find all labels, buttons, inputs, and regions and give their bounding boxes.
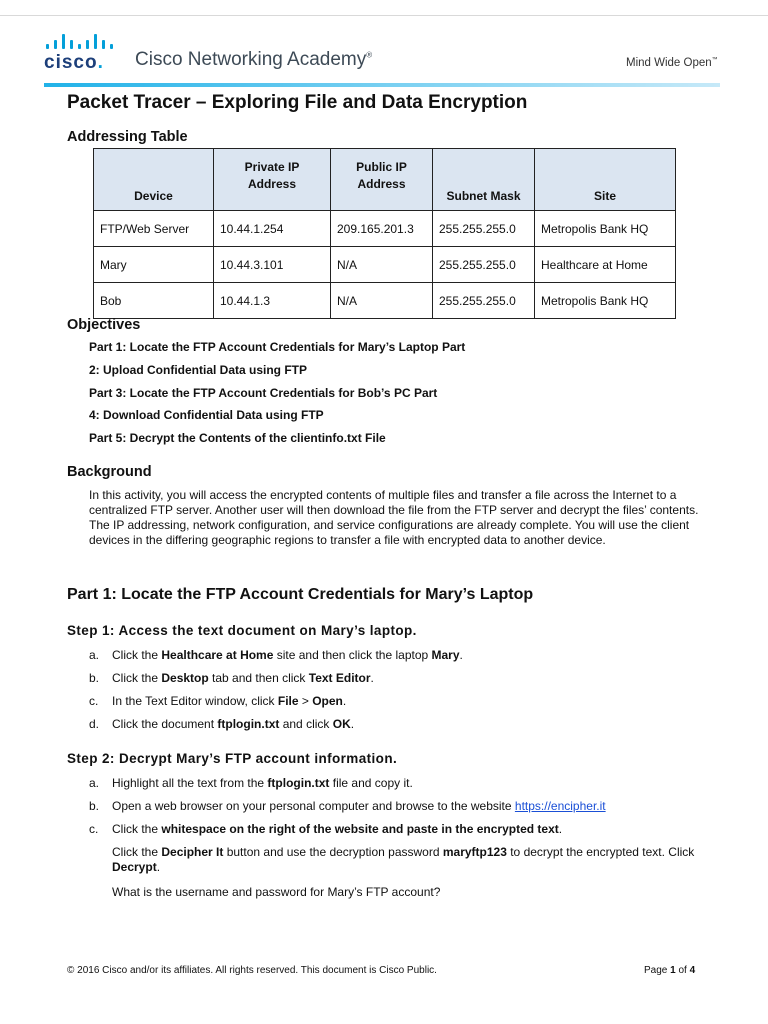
addressing-table xyxy=(93,148,676,319)
cell: Bob xyxy=(94,283,214,319)
list-item: d. Click the document ftplogin.txt and click OK. xyxy=(89,717,355,731)
tagline: Mind Wide Open™ xyxy=(626,57,718,69)
col-device: Device xyxy=(94,149,214,211)
page-header xyxy=(0,30,768,86)
cell: 255.255.255.0 xyxy=(433,247,535,283)
step1-heading: Step 1: Access the text document on Mary’s laptop. xyxy=(67,623,417,638)
list-item: b. Open a web browser on your personal computer and browse to the website https://encipher.it xyxy=(89,799,606,813)
encipher-link[interactable]: https://encipher.it xyxy=(514,799,606,813)
cell: 255.255.255.0 xyxy=(433,211,535,247)
col-subnet-mask: Subnet Mask xyxy=(433,149,535,211)
cell: Mary xyxy=(94,247,214,283)
question-text: What is the username and password for Mary’s FTP account? xyxy=(112,885,441,899)
addressing-table-heading: Addressing Table xyxy=(67,129,188,145)
cell: Metropolis Bank HQ xyxy=(535,211,676,247)
col-public-ip: Public IP Address xyxy=(331,149,433,211)
list-item: c. Click the whitespace on the right of the website and paste in the encrypted text. xyxy=(89,822,563,836)
cisco-bars-icon xyxy=(46,33,116,49)
list-item: a. Click the Healthcare at Home site and then click the laptop Mary. xyxy=(89,648,463,662)
cell: N/A xyxy=(331,247,433,283)
objective-line: 4: Download Confidential Data using FTP xyxy=(89,408,324,422)
step2-continuation: Click the Decipher It button and use the decryption password maryftp123 to decrypt the encrypted text. Click Decrypt. xyxy=(112,845,695,874)
list-item: b. Click the Desktop tab and then click Text Editor. xyxy=(89,671,374,685)
cell: 10.44.1.254 xyxy=(214,211,331,247)
col-site: Site xyxy=(535,149,676,211)
header-accent-bar xyxy=(44,83,720,87)
objectives-heading: Objectives xyxy=(67,317,141,333)
table-row xyxy=(94,211,676,247)
cell: Metropolis Bank HQ xyxy=(535,283,676,319)
academy-name: Cisco Networking Academy® xyxy=(135,49,373,70)
list-item: a. Highlight all the text from the ftplogin.txt file and copy it. xyxy=(89,776,413,790)
objective-line: Part 1: Locate the FTP Account Credentials for Mary’s Laptop Part xyxy=(89,340,466,354)
cell: 209.165.201.3 xyxy=(331,211,433,247)
cisco-wordmark: cisco. xyxy=(44,52,104,73)
cell: 255.255.255.0 xyxy=(433,283,535,319)
cell: FTP/Web Server xyxy=(94,211,214,247)
objective-line: Part 5: Decrypt the Contents of the clientinfo.txt File xyxy=(89,431,386,445)
background-heading: Background xyxy=(67,464,152,480)
footer-copyright: © 2016 Cisco and/or its affiliates. All rights reserved. This document is Cisco Public. xyxy=(67,965,437,976)
background-paragraph: In this activity, you will access the encrypted contents of multiple files and transfer a file across the Internet to a centralized FTP server. Another user will then download the file from the FTP server and decrypt the files’ contents. The IP addressing, network configuration, and service configurations are already complete. You will use the client devices in the differing geographic regions to transfer a file with encrypted data to another device. xyxy=(89,488,699,547)
objective-line: 2: Upload Confidential Data using FTP xyxy=(89,363,308,377)
cell: 10.44.3.101 xyxy=(214,247,331,283)
col-private-ip: Private IP Address xyxy=(214,149,331,211)
cell: N/A xyxy=(331,283,433,319)
cisco-logo xyxy=(44,33,134,73)
document-title: Packet Tracer – Exploring File and Data Encryption xyxy=(67,92,528,113)
table-header-row xyxy=(94,149,676,211)
cell: Healthcare at Home xyxy=(535,247,676,283)
step2-heading: Step 2: Decrypt Mary’s FTP account information. xyxy=(67,751,398,766)
part1-heading: Part 1: Locate the FTP Account Credentials for Mary’s Laptop xyxy=(67,586,534,603)
list-item: c. In the Text Editor window, click File > Open. xyxy=(89,694,347,708)
table-row xyxy=(94,283,676,319)
page-number: Page 1 of 4 xyxy=(644,965,696,976)
cell: 10.44.1.3 xyxy=(214,283,331,319)
objective-line: Part 3: Locate the FTP Account Credentials for Bob’s PC Part xyxy=(89,386,438,400)
table-row xyxy=(94,247,676,283)
top-rule xyxy=(0,15,768,16)
